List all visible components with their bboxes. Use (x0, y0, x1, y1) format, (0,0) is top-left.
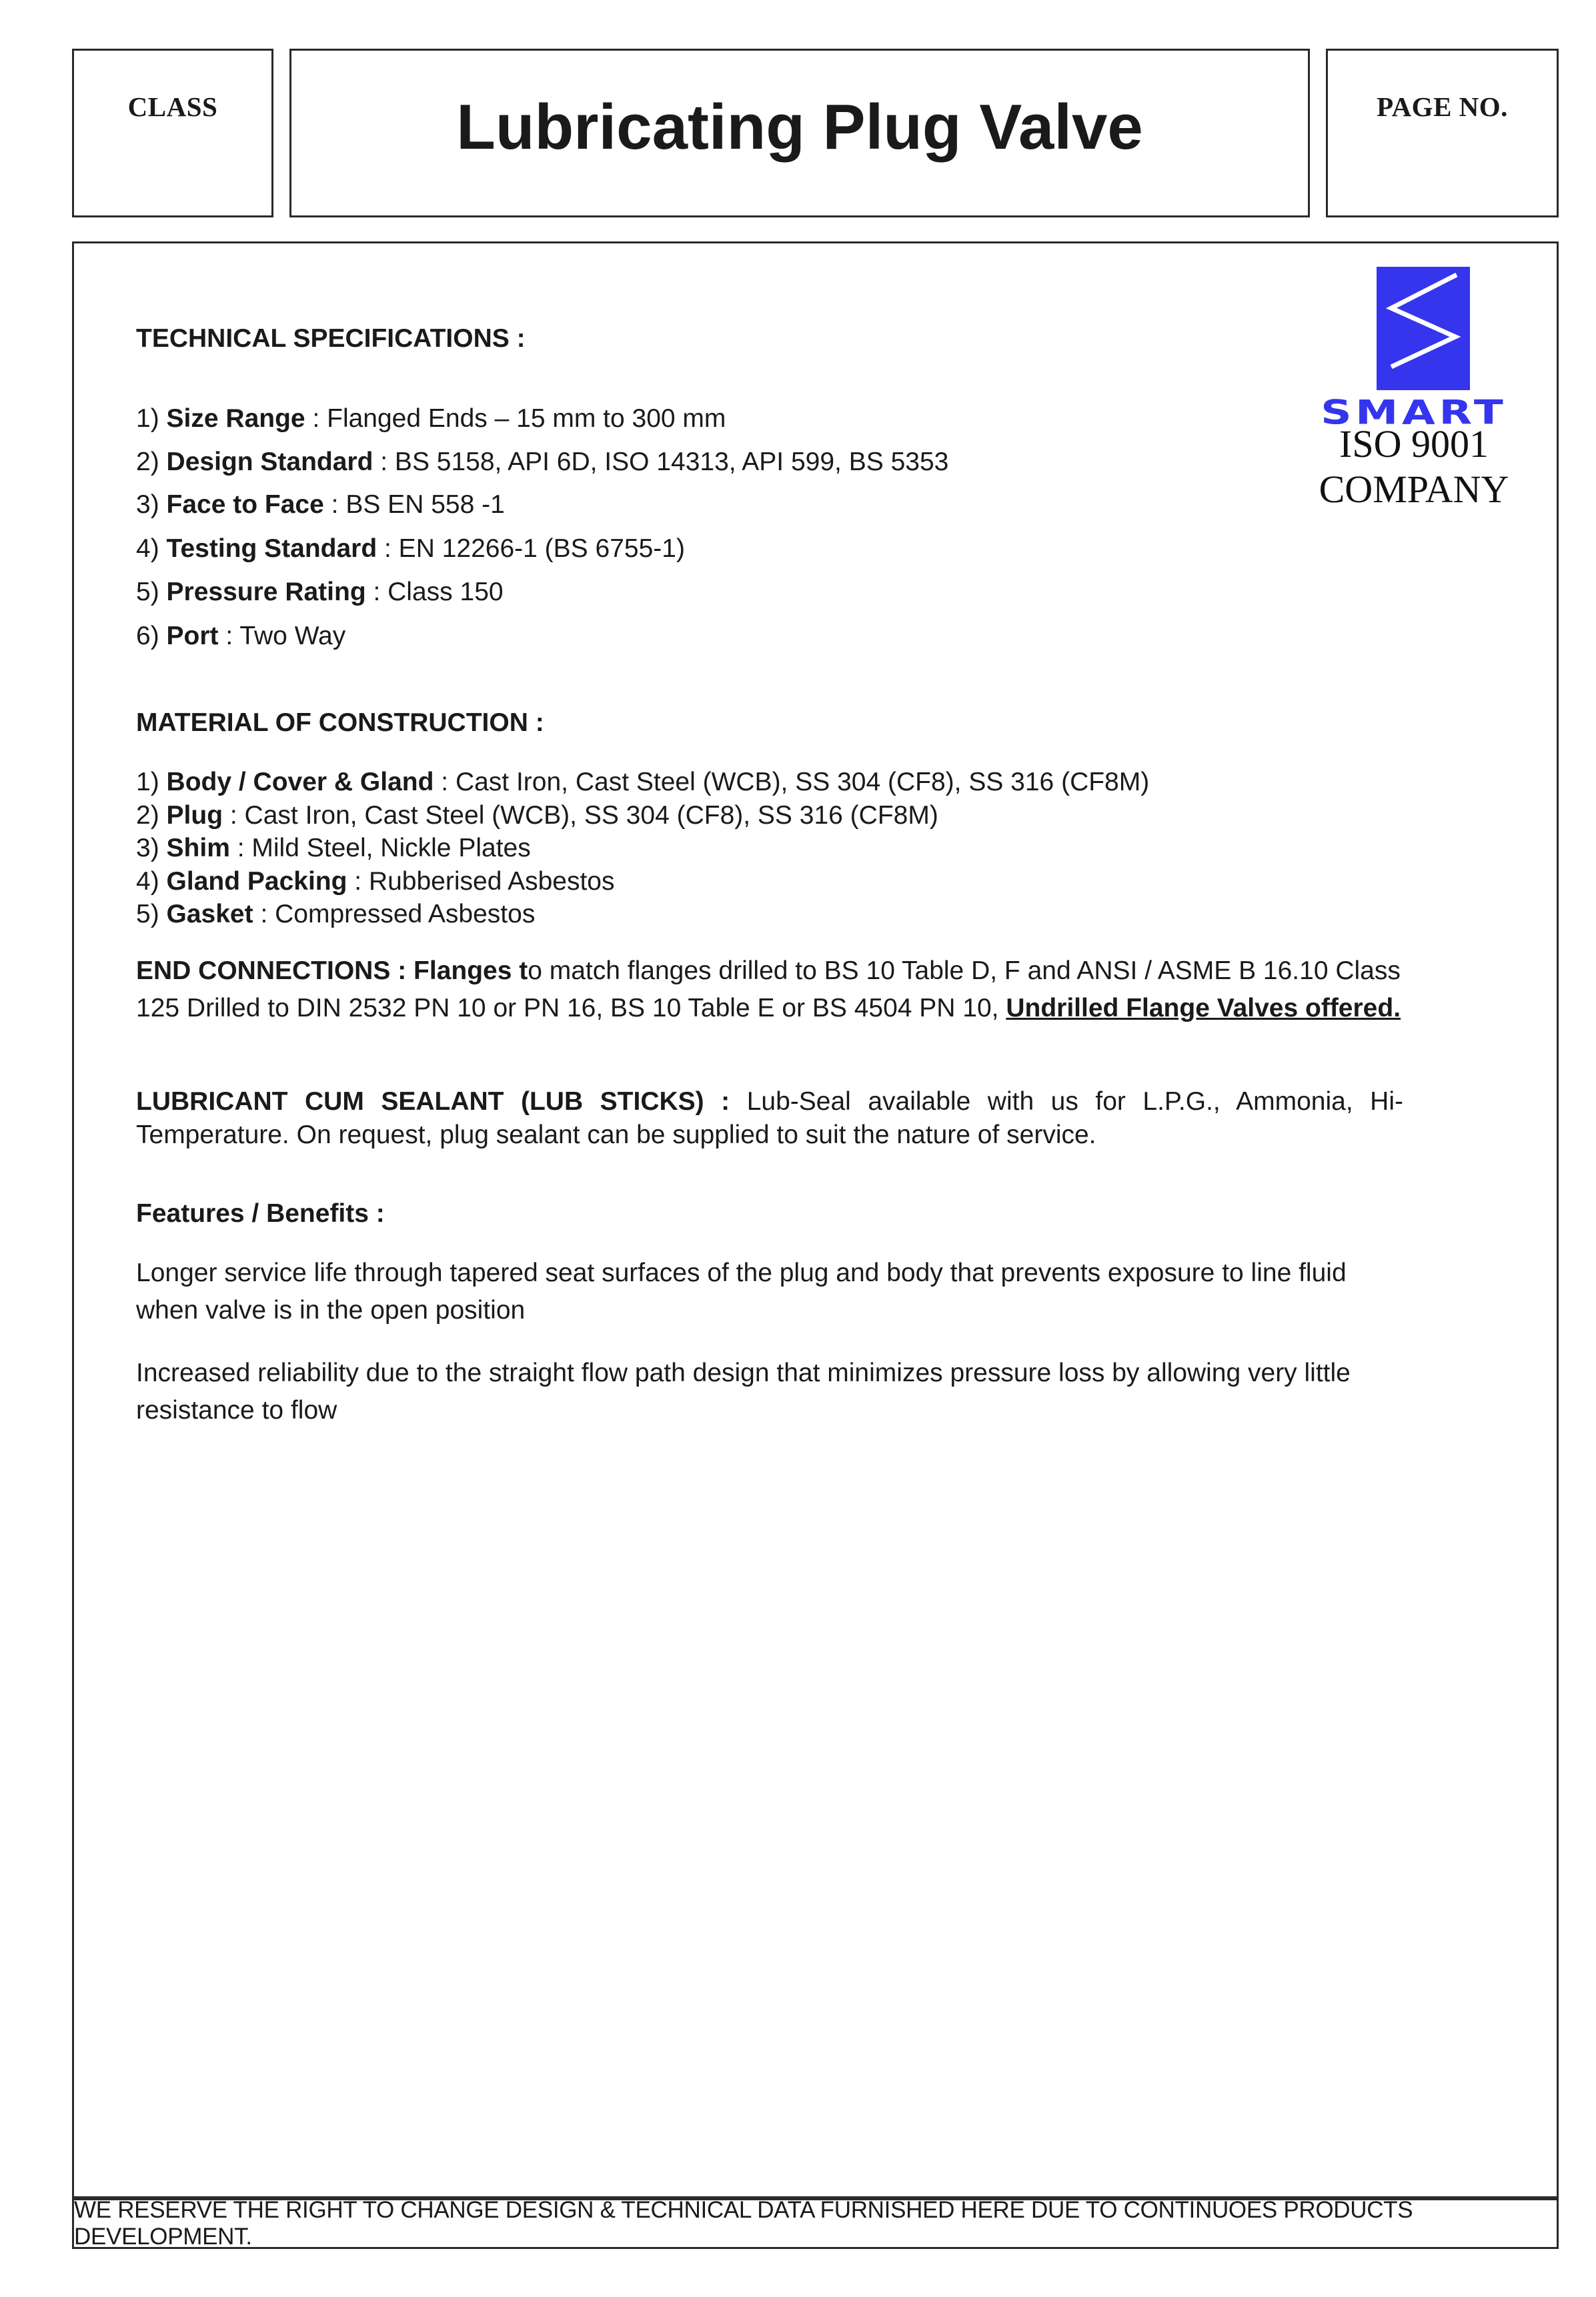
tech-spec-heading: TECHNICAL SPECIFICATIONS : (136, 324, 526, 353)
material-item: 4) Gland Packing : Rubberised Asbestos (136, 866, 615, 896)
page-title: Lubricating Plug Valve (456, 91, 1143, 163)
material-list (136, 766, 1149, 931)
material-item: 5) Gasket : Compressed Asbestos (136, 900, 536, 928)
brand-name: SMART (1321, 394, 1507, 432)
iso-line-2: COMPANY (1319, 468, 1509, 511)
iso-line-1: ISO 9001 (1339, 422, 1489, 466)
features-heading: Features / Benefits : (136, 1199, 385, 1228)
undrilled-flange-note: Undrilled Flange Valves offered. (1006, 994, 1401, 1022)
tech-spec-item: 6) Port : Two Way (136, 622, 346, 650)
tech-spec-item: 5) Pressure Rating : Class 150 (136, 578, 504, 606)
end-connections-heading: END CONNECTIONS : (136, 956, 407, 985)
title-box (289, 49, 1310, 217)
material-heading: MATERIAL OF CONSTRUCTION : (136, 708, 544, 737)
smart-s-logo-icon (1377, 267, 1470, 390)
feature-paragraph: Longer service life through tapered seat surfaces of the plug and body that prevents exposure to line fluid when valve is in the open position (136, 1259, 1347, 1325)
end-connections-paragraph: END CONNECTIONS : Flanges to match flanges drilled to BS 10 Table D, F and ANSI / ASME B 16.10 Class 125 Drilled to DIN 2532 PN 10 or PN 16, BS 10 Table E or BS 4504 PN 10, Undrilled Flange Valves offered. (136, 956, 1401, 1022)
tech-spec-item: 1) Size Range : Flanged Ends – 15 mm to 300 mm (136, 404, 726, 433)
footer-disclaimer (72, 2198, 1559, 2249)
page-number-box (1326, 49, 1559, 217)
lubricant-heading: LUBRICANT CUM SEALANT (LUB STICKS) : (136, 1087, 730, 1116)
tech-spec-item: 2) Design Standard : BS 5158, API 6D, ISO 14313, API 599, BS 5353 (136, 448, 949, 476)
feature-paragraph: Increased reliability due to the straight flow path design that minimizes pressure loss by allowing very little resistance to flow (136, 1359, 1351, 1425)
footer-text: WE RESERVE THE RIGHT TO CHANGE DESIGN & TECHNICAL DATA FURNISHED HERE DUE TO CONTINUOES PRODUCTS DEVELOPMENT. (74, 2197, 1413, 2250)
tech-spec-item: 3) Face to Face : BS EN 558 -1 (136, 490, 505, 519)
material-item: 2) Plug : Cast Iron, Cast Steel (WCB), SS 304 (CF8), SS 316 (CF8M) (136, 800, 938, 830)
tech-spec-item: 4) Testing Standard : EN 12266-1 (BS 6755-1) (136, 534, 685, 563)
material-item: 1) Body / Cover & Gland : Cast Iron, Cast Steel (WCB), SS 304 (CF8), SS 316 (CF8M) (136, 768, 1150, 796)
material-item: 3) Shim : Mild Steel, Nickle Plates (136, 834, 531, 862)
page-number-label: PAGE NO. (1377, 91, 1508, 122)
lubricant-paragraph: LUBRICANT CUM SEALANT (LUB STICKS) : Lub-Seal available with us for L.P.G., Ammonia, Hi-Temperature. On request, plug sealant can be supplied to suit the nature of service. (136, 1087, 1403, 1149)
class-box (72, 49, 273, 217)
company-logo (1294, 267, 1534, 520)
class-label: CLASS (127, 91, 218, 122)
